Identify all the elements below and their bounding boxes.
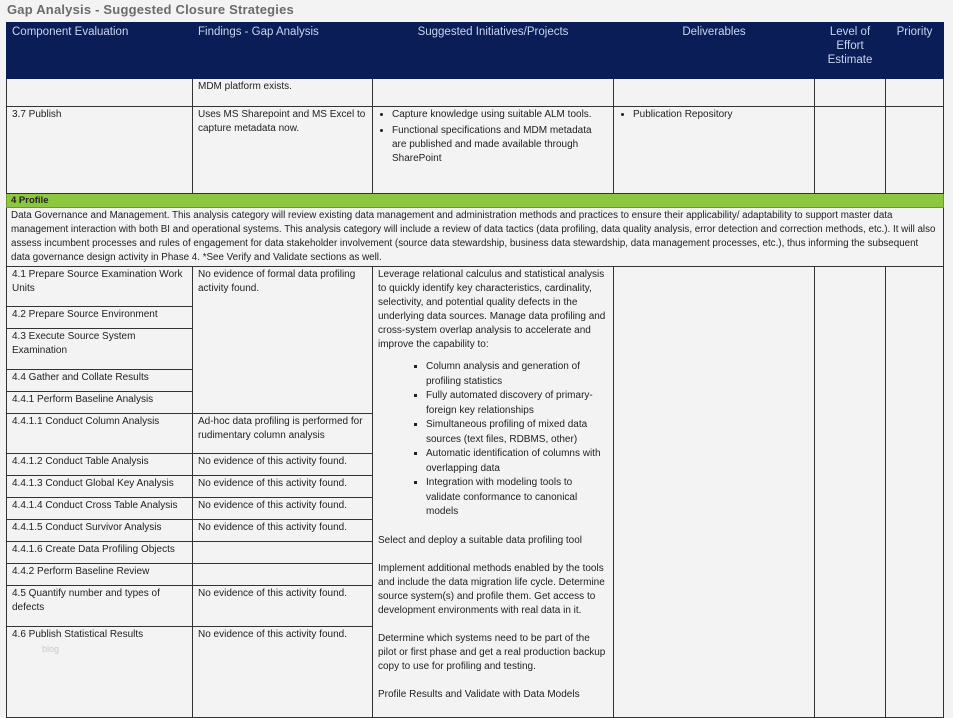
initiative-item: • Functional specifications and MDM metadata are published and made available through SharePoint xyxy=(392,124,608,166)
header-row xyxy=(7,23,944,79)
finding-cell: MDM platform exists. xyxy=(193,79,373,107)
header-findings: Findings - Gap Analysis xyxy=(193,23,373,79)
gap-analysis-table xyxy=(6,22,944,718)
finding-cell: No evidence of this activity found. xyxy=(193,626,373,717)
component-cell: 4.4.1.6 Create Data Profiling Objects xyxy=(7,542,193,564)
header-effort: Level of Effort Estimate xyxy=(815,23,886,79)
table-row xyxy=(7,107,944,194)
finding-cell: Ad-hoc data profiling is performed for rudimentary column analysis xyxy=(193,413,373,453)
initiative-item: • Capture knowledge using suitable ALM tools. xyxy=(392,108,608,122)
component-cell: 4.4.1.1 Conduct Column Analysis xyxy=(7,413,193,453)
watermark: blog xyxy=(42,643,60,654)
component-cell: 4.2 Prepare Source Environment xyxy=(7,307,193,329)
header-initiatives: Suggested Initiatives/Projects xyxy=(373,23,614,79)
component-cell: 3.7 Publish xyxy=(7,107,193,194)
header-deliverables: Deliverables xyxy=(614,23,815,79)
component-cell: 4.3 Execute Source System Examination xyxy=(7,329,193,369)
finding-cell: No evidence of this activity found. xyxy=(193,586,373,626)
section-label: 4 Profile xyxy=(7,194,944,208)
component-cell: 4.5 Quantify number and types of defects xyxy=(7,586,193,626)
initiatives-cell: Leverage relational calculus and statistical analysis to quickly identify key characteristics, cardinality, selectivity, and potential quality defects in the underlying data sources. Manage data profiling and cross-system overlap analysis to accelerate and improve the capability to: ▪ Column analysis and generation of profiling statistics ▪ Fully automated discovery of primary-foreign key relationships ▪ Simultaneous profiling of mixed data sources (text files, RDBMS, other) ▪ Automatic identification of columns with overlapping data ▪ Integration with modeling tools to validate conformance to canonical models Select and deploy a suitable data profiling tool Implement additional methods enabled by the tools and include the data migration life cycle. Determine source system(s) and profile them. Get access to development environments with real data in it. Determine which systems need to be part of the pilot or first phase and get a real production backup copy to use for profiling and testing. Profile Results and Validate with Data Models xyxy=(373,267,614,718)
table-row xyxy=(7,79,944,107)
component-cell: 4.4.1.4 Conduct Cross Table Analysis xyxy=(7,498,193,520)
component-cell: 4.4.1.5 Conduct Survivor Analysis xyxy=(7,520,193,542)
finding-cell: No evidence of formal data profiling activity found. xyxy=(193,267,373,414)
finding-cell: Uses MS Sharepoint and MS Excel to capture metadata now. xyxy=(193,107,373,194)
component-cell: 4.4 Gather and Collate Results xyxy=(7,369,193,391)
section-description: Data Governance and Management. This analysis category will review existing data management and administration methods and practices to ensure their applicability/ adaptability to support master data management interaction with both BI and operational systems. This analysis category will include a review of data tactics (data profiling, data quality analysis, error detection and correction methods, etc.). It will also assess incumbent processes and rules of engagement for data stakeholder involvement (source data stewardship, business data stewardship, data management processes, etc.), thus informing the subsequent data governance design activity in Phase 4. *See Verify and Validate sections as well. xyxy=(7,208,944,267)
finding-cell: No evidence of this activity found. xyxy=(193,475,373,497)
component-cell: 4.4.1.2 Conduct Table Analysis xyxy=(7,453,193,475)
finding-cell: No evidence of this activity found. xyxy=(193,453,373,475)
component-cell: 4.6 Publish Statistical Results blog xyxy=(7,626,193,717)
page-title: Gap Analysis - Suggested Closure Strategies xyxy=(7,2,294,17)
component-cell: 4.4.1.3 Conduct Global Key Analysis xyxy=(7,475,193,497)
component-cell: 4.4.2 Perform Baseline Review xyxy=(7,564,193,586)
finding-cell: No evidence of this activity found. xyxy=(193,498,373,520)
finding-cell: No evidence of this activity found. xyxy=(193,520,373,542)
section-row xyxy=(7,194,944,208)
header-component: Component Evaluation xyxy=(7,23,193,79)
header-priority: Priority xyxy=(886,23,944,79)
component-cell: 4.1 Prepare Source Examination Work Units xyxy=(7,267,193,307)
deliverable-item: • Publication Repository xyxy=(633,108,809,122)
component-cell: 4.4.1 Perform Baseline Analysis xyxy=(7,391,193,413)
